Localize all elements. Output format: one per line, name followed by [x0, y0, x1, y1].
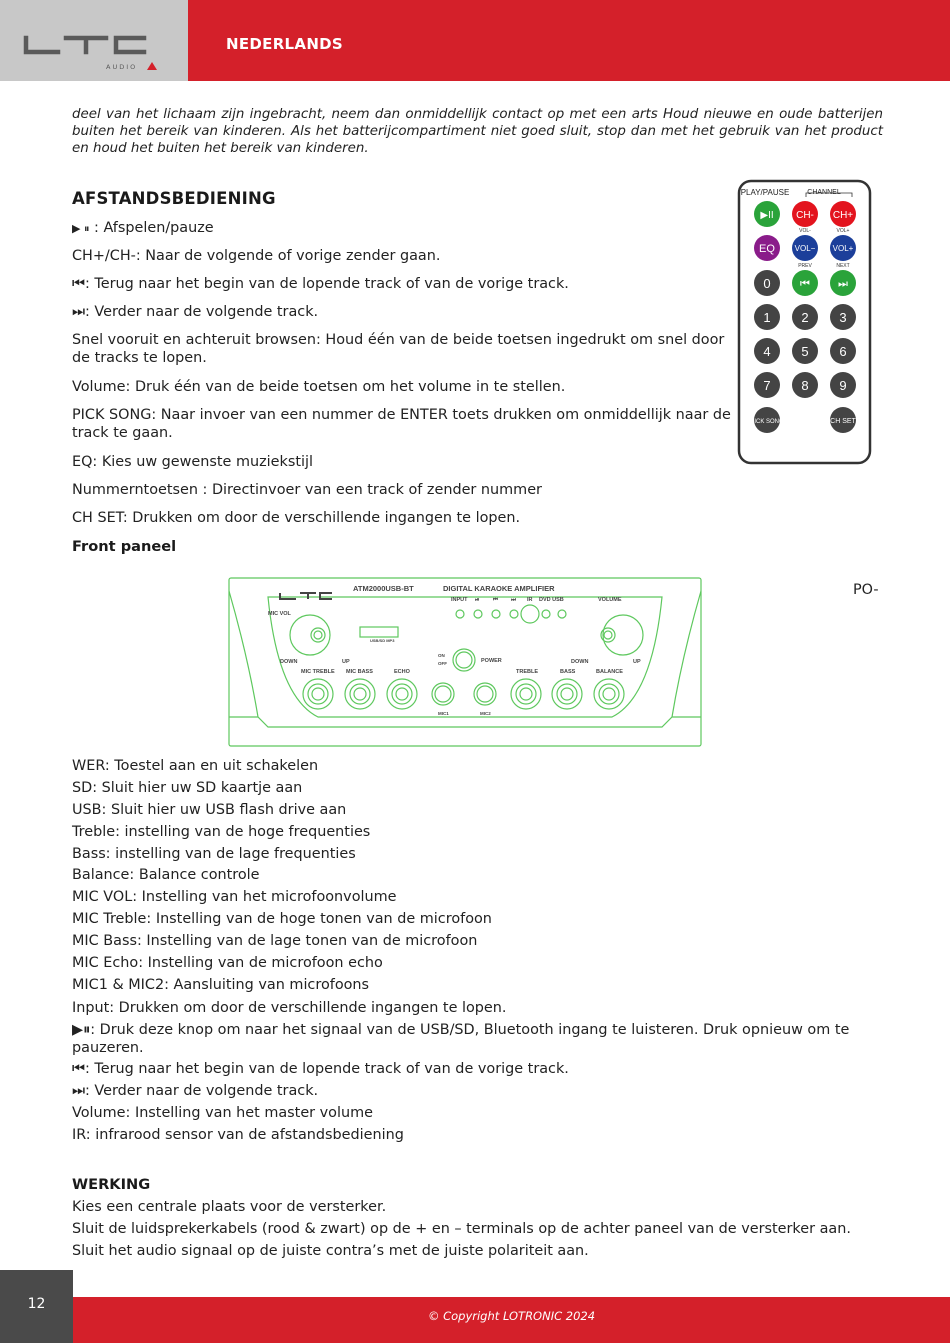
svg-text:VOL−: VOL− — [794, 244, 816, 253]
svg-text:CH SET: CH SET — [830, 418, 856, 425]
logo-sub: AUDIO — [106, 63, 138, 71]
remote-item: ▶ ⏸ : Afspelen/pauze — [72, 220, 214, 236]
svg-text:3: 3 — [839, 310, 847, 325]
panel-item: MIC VOL: Instelling van het microfoonvolume — [72, 889, 397, 905]
svg-text:NEXT: NEXT — [836, 263, 850, 269]
svg-text:5: 5 — [801, 344, 809, 359]
panel-item: SD: Sluit hier uw SD kaartje aan — [72, 780, 303, 796]
panel-item: MIC1 & MIC2: Aansluiting van microfoons — [72, 977, 370, 993]
svg-text:MIC1: MIC1 — [438, 711, 449, 716]
front-panel-title: Front paneel — [72, 538, 177, 555]
panel-item: MIC Treble: Instelling van de hoge tonen van de microfoon — [72, 911, 492, 927]
remote-section-title: AFSTANDSBEDIENING — [72, 189, 276, 208]
label-channel: CHANNEL — [807, 189, 841, 196]
panel-item: WER: Toestel aan en uit schakelen — [72, 758, 319, 774]
svg-text:⏭: ⏭ — [838, 278, 848, 290]
panel-item: USB: Sluit hier uw USB flash drive aan — [72, 802, 347, 818]
svg-text:PREV: PREV — [798, 263, 812, 269]
panel-item: Volume: Instelling van het master volume — [72, 1105, 373, 1121]
svg-text:INPUT: INPUT — [451, 597, 468, 603]
svg-text:2: 2 — [801, 310, 809, 325]
svg-text:CH-: CH- — [796, 210, 814, 221]
svg-text:USB/SD MP3: USB/SD MP3 — [370, 638, 395, 643]
remote-item: Nummerntoetsen : Directinvoer van een track of zender nummer — [72, 482, 542, 498]
svg-text:⏮: ⏮ — [800, 278, 810, 290]
svg-text:6: 6 — [839, 344, 847, 359]
svg-text:EQ: EQ — [759, 243, 775, 255]
panel-item: Input: Drukken om door de verschillende ingangen te lopen. — [72, 1000, 507, 1016]
svg-text:VOL+: VOL+ — [832, 244, 854, 253]
panel-item: Treble: instelling van de hoge frequenties — [72, 824, 371, 840]
svg-text:DOWN: DOWN — [571, 659, 589, 665]
remote-control-illustration — [736, 179, 874, 465]
svg-text:ATM2000USB-BT: ATM2000USB-BT — [353, 584, 414, 593]
panel-item: Balance: Balance controle — [72, 867, 260, 883]
svg-text:DVD USB: DVD USB — [539, 597, 564, 603]
panel-item: IR: infrarood sensor van de afstandsbediening — [72, 1127, 404, 1143]
svg-text:8: 8 — [801, 378, 809, 393]
svg-text:VOLUME: VOLUME — [598, 597, 622, 603]
header-logo-area — [0, 0, 188, 81]
po-fragment: PO- — [853, 582, 879, 598]
ltc-logo — [0, 0, 188, 81]
remote-item: CH SET: Drukken om door de verschillende ingangen te lopen. — [72, 510, 521, 526]
footer-bar — [73, 1297, 950, 1343]
language-label: NEDERLANDS — [226, 35, 344, 53]
svg-text:▶II: ▶II — [760, 210, 774, 221]
operation-line: Kies een centrale plaats voor de versterker. — [72, 1199, 387, 1215]
svg-text:POWER: POWER — [481, 658, 502, 664]
svg-text:MIC VOL: MIC VOL — [268, 611, 291, 617]
remote-item: ⏭: Verder naar de volgende track. — [72, 304, 319, 320]
operation-title: WERKING — [72, 1176, 151, 1193]
panel-item: MIC Bass: Instelling van de lage tonen van de microfoon — [72, 933, 478, 949]
svg-text:OFF: OFF — [438, 661, 447, 666]
panel-item: ⏮: Terug naar het begin van de lopende track of van de vorige track. — [72, 1061, 569, 1077]
svg-text:VOL+: VOL+ — [836, 228, 850, 234]
svg-text:9: 9 — [839, 378, 847, 393]
page-number-box — [0, 1270, 73, 1343]
svg-text:DOWN: DOWN — [280, 659, 298, 665]
operation-line: Sluit de luidsprekerkabels (rood & zwart) op de + en – terminals op de achter paneel van de versterker aan. — [72, 1221, 851, 1237]
svg-text:UP: UP — [342, 659, 350, 665]
svg-text:1: 1 — [763, 310, 771, 325]
label-play-pause: PLAY/PAUSE — [740, 188, 790, 197]
svg-text:⏭: ⏭ — [511, 597, 516, 603]
remote-item: Volume: Druk één van de beide toetsen om het volume in te stellen. — [72, 379, 566, 395]
svg-text:MIC TREBLE: MIC TREBLE — [301, 669, 335, 675]
operation-line: Sluit het audio signaal op de juiste contra’s met de juiste polariteit aan. — [72, 1243, 589, 1259]
remote-item: EQ: Kies uw gewenste muziekstijl — [72, 454, 313, 470]
svg-text:UP: UP — [633, 659, 641, 665]
svg-text:BALANCE: BALANCE — [596, 669, 623, 675]
svg-text:VOL-: VOL- — [799, 228, 811, 234]
svg-text:ON: ON — [438, 653, 445, 658]
header-bar — [188, 0, 950, 81]
svg-text:⏮: ⏮ — [493, 597, 498, 603]
page-number: 12 — [27, 1296, 46, 1312]
svg-text:MIC2: MIC2 — [480, 711, 491, 716]
intro-paragraph: deel van het lichaam zijn ingebracht, neem dan onmiddellijk contact op met een arts Houd nieuwe en oude batterijen buiten het bereik van kinderen. Als het batterijcompartiment niet goed sluit, stop dan met het gebruik van het product en houd het buiten het bereik van kinderen. — [72, 107, 883, 157]
remote-item: PICK SONG: Naar invoer van een nummer de ENTER toets drukken om onmiddellijk naar de track te gaan. — [72, 407, 731, 441]
svg-text:4: 4 — [763, 344, 771, 359]
panel-item: ⏭: Verder naar de volgende track. — [72, 1083, 319, 1099]
play-pause-icon: ▶ ⏸ — [72, 222, 90, 235]
svg-text:IR: IR — [527, 597, 533, 603]
copyright-text: © Copyright LOTRONIC 2024 — [427, 1309, 596, 1323]
svg-text:0: 0 — [763, 276, 771, 291]
remote-item: CH+/CH-: Naar de volgende of vorige zender gaan. — [72, 248, 441, 264]
front-panel-illustration — [228, 577, 702, 748]
svg-text:BASS: BASS — [560, 669, 576, 675]
svg-text:DIGITAL KARAOKE AMPLIFIER: DIGITAL KARAOKE AMPLIFIER — [443, 584, 555, 593]
svg-text:7: 7 — [763, 378, 771, 393]
svg-text:ECHO: ECHO — [394, 669, 410, 675]
panel-item: MIC Echo: Instelling van de microfoon echo — [72, 955, 383, 971]
remote-item: ⏮: Terug naar het begin van de lopende track of van de vorige track. — [72, 276, 569, 292]
remote-item: Snel vooruit en achteruit browsen: Houd één van de beide toetsen ingedrukt om snel door de tracks te lopen. — [72, 332, 725, 366]
svg-text:⏯: ⏯ — [475, 597, 480, 603]
panel-item: ▶⏸: Druk deze knop om naar het signaal van de USB/SD, Bluetooth ingang te luisteren. Druk opnieuw om te pauzeren. — [72, 1022, 850, 1056]
svg-text:TREBLE: TREBLE — [516, 669, 538, 675]
panel-item: Bass: instelling van de lage frequenties — [72, 846, 356, 862]
svg-text:MIC BASS: MIC BASS — [346, 669, 373, 675]
svg-text:CH+: CH+ — [832, 210, 854, 221]
svg-text:PICK SONG: PICK SONG — [750, 419, 784, 425]
